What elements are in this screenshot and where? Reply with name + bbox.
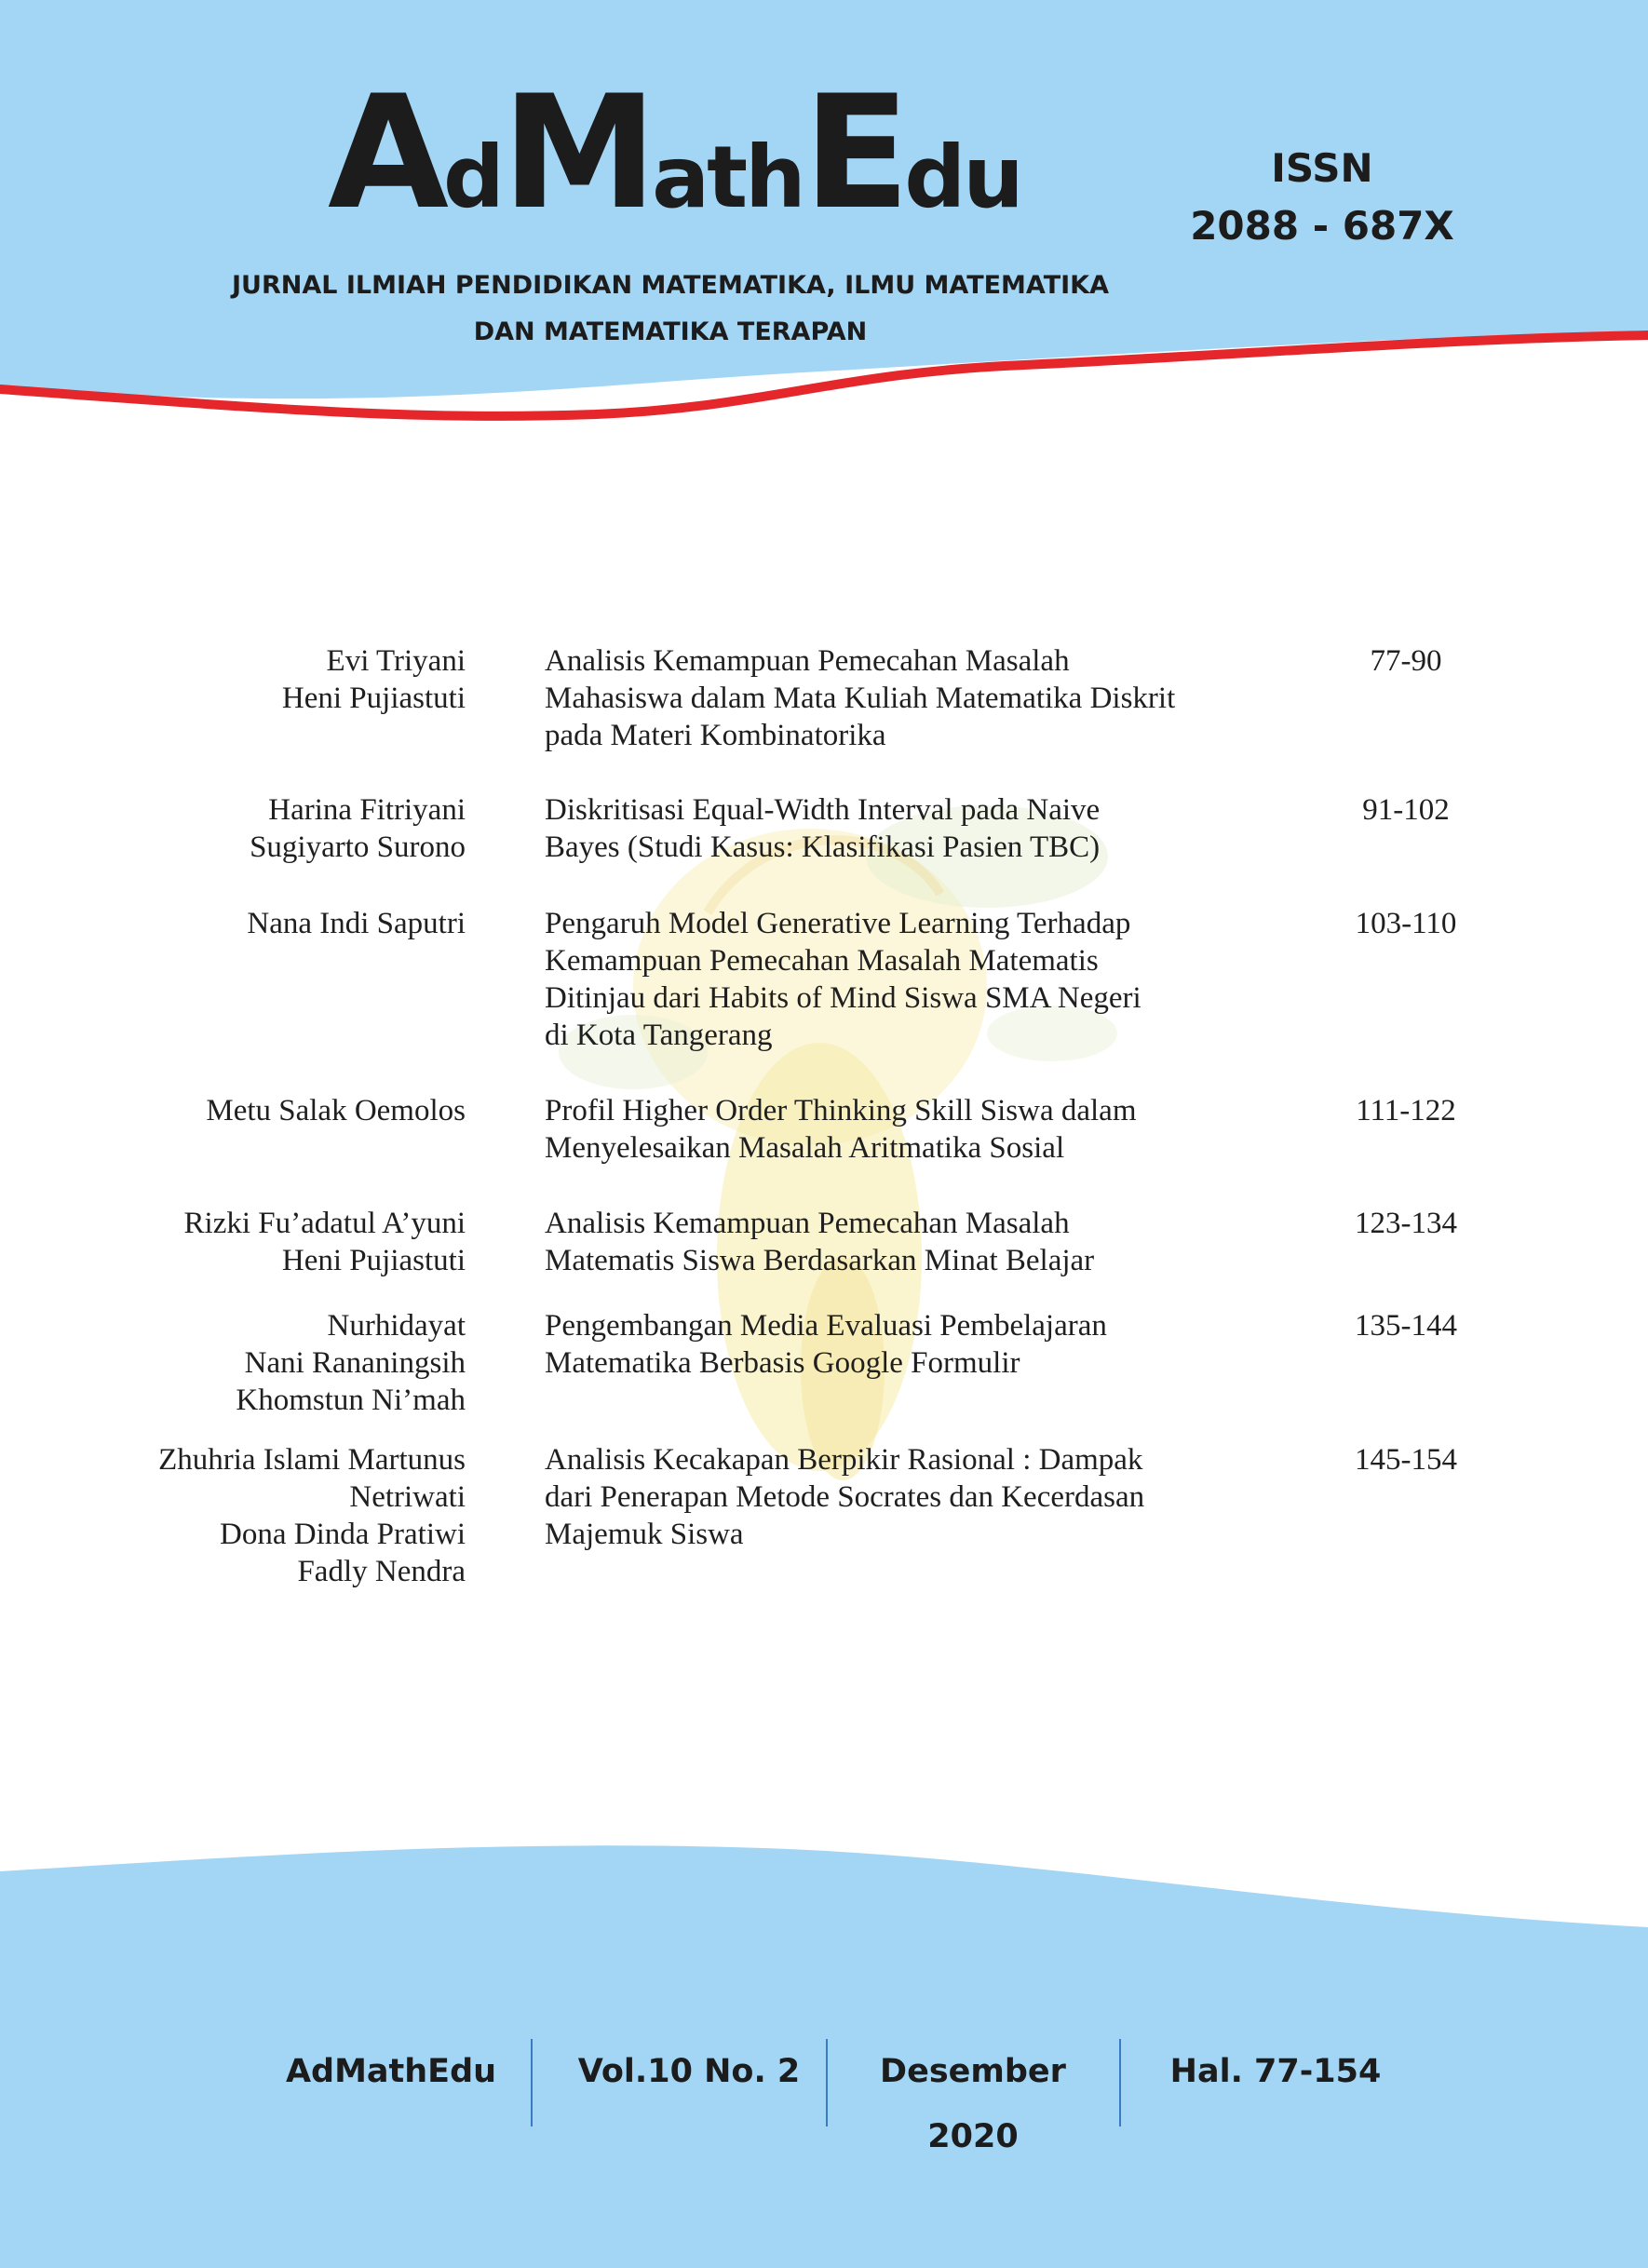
entry-pages: 103-110 — [1355, 907, 1457, 940]
footer-date: Desember 2020 — [880, 2053, 1066, 2155]
entry-title — [545, 1307, 1271, 1382]
title-line: Matematis Siswa Berdasarkan Minat Belajar — [545, 1244, 1095, 1277]
entry-pages: 77-90 — [1370, 644, 1442, 678]
logo-letter-m: M — [501, 61, 653, 244]
logo-letters-du: du — [904, 128, 1021, 227]
author-name: Rizki Fu’adatul A’yuni — [183, 1207, 466, 1240]
entry-authors — [56, 1441, 466, 1590]
title-line: Pengembangan Media Evaluasi Pembelajaran — [545, 1309, 1107, 1343]
entry-title — [545, 642, 1271, 754]
title-line: Majemuk Siswa — [545, 1518, 744, 1551]
entry-authors — [56, 1307, 466, 1419]
title-line: Bayes (Studi Kasus: Klasifikasi Pasien TBC) — [545, 830, 1101, 864]
author-name: Nurhidayat — [327, 1309, 466, 1343]
entry-title — [545, 791, 1271, 866]
issn-block — [1155, 140, 1490, 255]
entry-authors — [56, 905, 466, 942]
entry-authors — [56, 642, 466, 717]
author-name: Fadly Nendra — [297, 1555, 466, 1588]
title-line: di Kota Tangerang — [545, 1019, 773, 1052]
entry-title — [545, 905, 1271, 1054]
title-line: dari Penerapan Metode Socrates dan Kecerdasan — [545, 1480, 1145, 1514]
entry-pages: 145-154 — [1355, 1443, 1457, 1477]
footer-journal-name: AdMathEdu — [285, 2053, 497, 2090]
title-line: Diskritisasi Equal-Width Interval pada Naive — [545, 793, 1101, 827]
title-line: Kemampuan Pemecahan Masalah Matematis — [545, 944, 1099, 978]
entry-pages: 135-144 — [1355, 1309, 1457, 1343]
author-name: Dona Dinda Pratiwi — [220, 1518, 466, 1551]
entry-title — [545, 1205, 1271, 1279]
logo-letter-e: E — [803, 61, 905, 244]
footer-separator — [1119, 2039, 1121, 2126]
title-line: Profil Higher Order Thinking Skill Siswa dalam — [545, 1094, 1137, 1127]
entry-pages: 111-122 — [1356, 1094, 1456, 1127]
author-name: Heni Pujiastuti — [281, 682, 466, 715]
subtitle-line-2: DAN MATEMATIKA TERAPAN — [473, 317, 868, 346]
entry-authors — [56, 791, 466, 866]
journal-logo — [328, 61, 1021, 244]
cover-footer — [0, 2039, 1648, 2155]
author-name: Heni Pujiastuti — [281, 1244, 466, 1277]
footer-volume: Vol.10 No. 2 — [577, 2053, 801, 2090]
title-line: Mahasiswa dalam Mata Kuliah Matematika Diskrit — [545, 682, 1176, 715]
subtitle-line-1: JURNAL ILMIAH PENDIDIKAN MATEMATIKA, ILMU MATEMATIKA — [231, 271, 1110, 300]
title-line: Matematika Berbasis Google Formulir — [545, 1346, 1020, 1380]
author-name: Harina Fitriyani — [268, 793, 466, 827]
journal-subtitle — [205, 263, 1136, 356]
entry-pages: 91-102 — [1362, 793, 1450, 827]
issn-number: 2088 - 687X — [1190, 203, 1454, 249]
entry-title — [545, 1441, 1271, 1553]
footer-separator — [531, 2039, 533, 2126]
issn-label: ISSN — [1271, 145, 1373, 191]
logo-letter-a: A — [328, 61, 444, 244]
title-line: Ditinjau dari Habits of Mind Siswa SMA Negeri — [545, 981, 1141, 1015]
title-line: Analisis Kecakapan Berpikir Rasional : Dampak — [545, 1443, 1143, 1477]
author-name: Evi Triyani — [326, 644, 466, 678]
title-line: pada Materi Kombinatorika — [545, 719, 886, 752]
title-line: Analisis Kemampuan Pemecahan Masalah — [545, 1207, 1070, 1240]
author-name: Nani Rananingsih — [244, 1346, 466, 1380]
logo-letter-d: d — [443, 128, 502, 227]
logo-letters-ath: ath — [652, 128, 804, 227]
author-name: Zhuhria Islami Martunus — [158, 1443, 466, 1477]
author-name: Khomstun Ni’mah — [236, 1384, 466, 1417]
footer-pages: Hal. 77-154 — [1169, 2053, 1382, 2090]
author-name: Nana Indi Saputri — [247, 907, 466, 940]
title-line: Menyelesaikan Masalah Aritmatika Sosial — [545, 1131, 1065, 1165]
entry-title — [545, 1092, 1271, 1167]
title-line: Pengaruh Model Generative Learning Terhadap — [545, 907, 1131, 940]
entry-authors — [56, 1205, 466, 1279]
author-name: Sugiyarto Surono — [250, 830, 466, 864]
entry-pages: 123-134 — [1355, 1207, 1457, 1240]
title-line: Analisis Kemampuan Pemecahan Masalah — [545, 644, 1070, 678]
footer-separator — [826, 2039, 828, 2126]
author-name: Netriwati — [349, 1480, 466, 1514]
author-name: Metu Salak Oemolos — [206, 1094, 466, 1127]
entry-authors — [56, 1092, 466, 1129]
